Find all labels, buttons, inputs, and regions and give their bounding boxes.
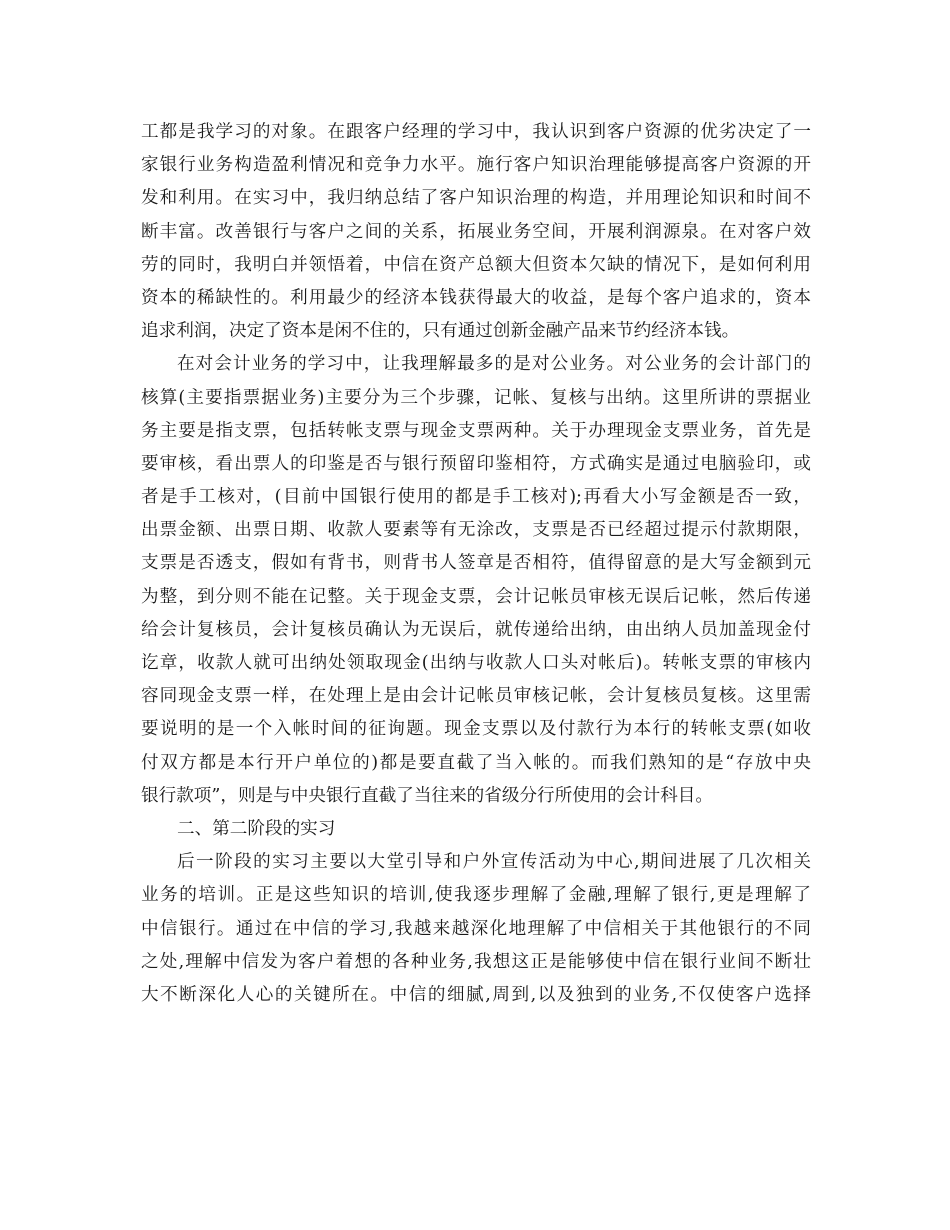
text-line: 核算(主要指票据业务)主要分为三个步骤，记帐、复核与出纳。这里所讲的票据业: [141, 387, 811, 408]
text-line: 给会计复核员，会计复核员确认为无误后，就传递给出纳，由出纳人员加盖现金付: [141, 619, 811, 640]
text-line: 中信银行。通过在中信的学习,我越来越深化地理解了中信相关于其他银行的不同: [141, 918, 811, 939]
text-line: 断丰富。改善银行与客户之间的关系，拓展业务空间，开展利润源泉。在对客户效: [141, 221, 811, 242]
text-line: 发和利用。在实习中，我归纳总结了客户知识治理的构造，并用理论知识和时间不: [141, 188, 811, 209]
text-line: 家银行业务构造盈利情况和竞争力水平。施行客户知识治理能够提高客户资源的开: [141, 155, 811, 176]
text-line: 大不断深化人心的关键所在。中信的细腻,周到,以及独到的业务,不仅使客户选择: [141, 984, 811, 1005]
text-line: 为整，到分则不能在记整。关于现金支票，会计记帐员审核无误后记帐，然后传递: [141, 586, 811, 607]
text-line: 劳的同时，我明白并领悟着，中信在资产总额大但资本欠缺的情况下，是如何利用: [141, 254, 811, 275]
section-heading: 二、第二阶段的实习: [177, 818, 336, 839]
text-line: 之处,理解中信发为客户着想的各种业务,我想这正是能够使中信在银行业间不断壮: [141, 951, 811, 972]
text-line: 讫章，收款人就可出纳处领取现金(出纳与收款人口头对帐后)。转帐支票的审核内: [141, 653, 811, 673]
text-line: 工都是我学习的对象。在跟客户经理的学习中，我认识到客户资源的优劣决定了一: [141, 122, 811, 142]
text-line: 要审核，看出票人的印鉴是否与银行预留印鉴相符，方式确实是通过电脑验印，或: [141, 453, 811, 474]
paragraph-first-line: 后一阶段的实习主要以大堂引导和户外宣传活动为中心,期间进展了几次相关: [177, 852, 811, 873]
text-line: 出票金额、出票日期、收款人要素等有无涂改，支票是否已经超过提示付款期限，: [141, 520, 811, 541]
text-line: 付双方都是本行开户单位的)都是要直截了当入帐的。而我们熟知的是“存放中央: [141, 752, 811, 773]
document-body: [141, 116, 811, 1012]
text-line: 要说明的是一个入帐时间的征询题。现金支票以及付款行为本行的转帐支票(如收: [141, 719, 811, 740]
text-line: 追求利润，决定了资本是闲不住的，只有通过创新金融产品来节约经济本钱。: [141, 321, 740, 342]
text-line: 容同现金支票一样，在处理上是由会计记帐员审核记帐，会计复核员复核。这里需: [141, 686, 811, 707]
text-line: 资本的稀缺性的。利用最少的经济本钱获得最大的收益，是每个客户追求的，资本: [141, 287, 811, 308]
text-line: 务主要是指支票，包括转帐支票与现金支票两种。关于办理现金支票业务，首先是: [141, 420, 811, 441]
text-line: 业务的培训。正是这些知识的培训,使我逐步理解了金融,理解了银行,更是理解了: [141, 885, 811, 906]
text-line: 支票是否透支，假如有背书，则背书人签章是否相符，值得留意的是大写金额到元: [141, 553, 811, 574]
text-line: 者是手工核对，(目前中国银行使用的都是手工核对);再看大小写金额是否一致，: [141, 487, 811, 508]
text-line: 银行款项”，则是与中央银行直截了当往来的省级分行所使用的会计科目。: [141, 785, 713, 806]
paragraph-first-line: 在对会计业务的学习中，让我理解最多的是对公业务。对公业务的会计部门的: [177, 354, 811, 375]
